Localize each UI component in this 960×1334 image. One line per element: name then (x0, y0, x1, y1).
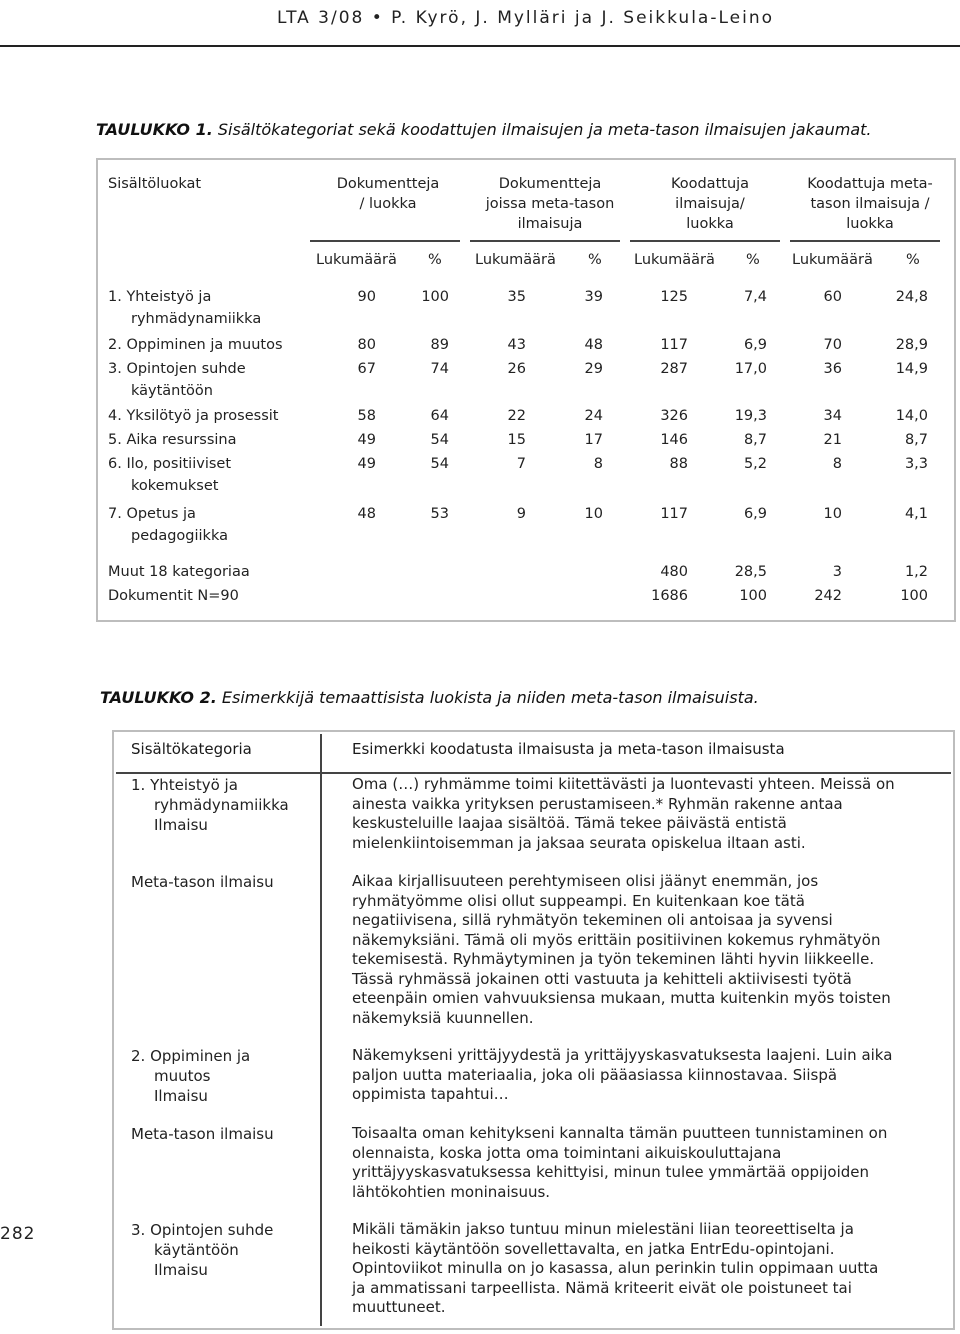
table2-example-line: muuttuneet. (352, 1298, 446, 1316)
table1-row-label (108, 453, 231, 497)
table1-cell: 54 (430, 432, 449, 448)
table1-cell: 67 (357, 361, 376, 377)
table2-caption-text: Esimerkkijä temaattisista luokista ja niiden meta-tason ilmaisuista. (221, 688, 759, 707)
table1-sub-pct: % (746, 252, 760, 268)
table1-cell: 125 (660, 289, 688, 305)
table1-cell: 100 (900, 588, 928, 604)
table1-cell: 8 (593, 456, 603, 472)
table2-example-text (352, 775, 942, 853)
table2-example-text (352, 872, 942, 1028)
table1-sub-pct: % (906, 252, 920, 268)
table1-row-label-line: kokemukset (131, 478, 219, 494)
table1-col-group-3: Koodattuja ilmaisuja/ luokka (670, 176, 750, 232)
table1-cell: 36 (823, 361, 842, 377)
table2-col-category: Sisältökategoria (131, 740, 252, 758)
table1-row-label-line: 7. Opetus ja (108, 506, 196, 522)
table2-category (131, 775, 289, 835)
table1-cell: 49 (357, 432, 376, 448)
table1-group-rule-4 (790, 240, 940, 242)
table2-category-line: muutos (154, 1067, 211, 1085)
table1-cell: 53 (430, 506, 449, 522)
table2-header-rule (116, 772, 951, 774)
table1-cell: 1686 (651, 588, 688, 604)
table1-cell: 14,9 (895, 361, 928, 377)
table2-example-line: eteenpäin omien vahvuuksiensa mukaan, mutta kuitenkin myös toisten (352, 989, 891, 1007)
table2-example-line: ainesta vaikka yrityksen perustamiseen.* Ryhmän rakenne antaa (352, 794, 843, 813)
table1-cell: 48 (584, 337, 603, 353)
table1-cell: 88 (669, 456, 688, 472)
table1-caption-label: TAULUKKO 1. (96, 120, 213, 139)
table1-cell: 8 (832, 456, 842, 472)
table1-cell: 17,0 (734, 361, 767, 377)
table1-row-label-line: 2. Oppiminen ja muutos (108, 337, 283, 353)
table2-example-line: yrittäjyyskasvatuksessa kehittyisi, minun tulee ymmärtää oppijoiden (352, 1163, 869, 1181)
table1-sub-count: Lukumäärä (634, 252, 715, 268)
table2-example-line: paljon uutta materiaalia, joka oli pääasiassa kiinnostavaa. Siispä (352, 1065, 838, 1084)
table1-cell: 5,2 (743, 456, 767, 472)
table1-cell: 17 (584, 432, 603, 448)
table1-cell: 35 (507, 289, 526, 305)
table1-sub-pct: % (428, 252, 442, 268)
table1-cell: 74 (430, 361, 449, 377)
table1-row-label (108, 503, 228, 547)
table2-category (131, 1220, 273, 1280)
table1-cell: 1,2 (904, 564, 928, 580)
table2-example-line: Tässä ryhmässä jokainen otti vastuuta ja kehitteli aktiivisesti työtä (352, 969, 852, 988)
table2-category-line: 1. Yhteistyö ja (131, 776, 238, 794)
table1-cell: 89 (430, 337, 449, 353)
table2-example-line: Oma (…) ryhmämme toimi kiitettävästi ja luontevasti yhteen. Meissä on (352, 775, 895, 793)
table1-cell: 49 (357, 456, 376, 472)
table1-cell: 48 (357, 506, 376, 522)
table1-summary-label: Muut 18 kategoriaa (108, 564, 250, 580)
table1-cell: 28,5 (734, 564, 767, 580)
table2-category-line: käytäntöön (154, 1241, 239, 1259)
table2-example-line: Mikäli tämäkin jakso tuntuu minun mielestäni liian teoreettiselta ja (352, 1220, 854, 1238)
table1-cell: 24 (584, 408, 603, 424)
table2-category (131, 1124, 274, 1144)
table2-category-line: Meta-tason ilmaisu (131, 873, 274, 891)
table1-cell: 70 (823, 337, 842, 353)
table2-example-line: ja ammatissani tarpeellista. Nämä kriteerit eivät ole poistuneet tai (352, 1278, 852, 1297)
table2-category-line: ryhmädynamiikka (154, 796, 289, 814)
table2-example-line: lähtökohtien moninaisuus. (352, 1182, 551, 1201)
table1-row-label (108, 286, 261, 330)
table1-cell: 19,3 (734, 408, 767, 424)
table1-cell: 58 (357, 408, 376, 424)
table2-example-text (352, 1046, 942, 1105)
table1-cell: 3,3 (904, 456, 928, 472)
table1-row-label-line: pedagogiikka (131, 528, 228, 544)
table1-group-rule-3 (630, 240, 780, 242)
table2-category-line: Ilmaisu (154, 1261, 208, 1279)
table1-row-label (108, 358, 246, 402)
table1-cell: 8,7 (904, 432, 928, 448)
table1-cell: 7 (516, 456, 526, 472)
table2-example-line: tekemisestä. Ryhmäytyminen ja työn tekeminen lähti hyvin liikkeelle. (352, 950, 875, 968)
table1-cell: 117 (660, 337, 688, 353)
table1-cell: 146 (660, 432, 688, 448)
table2-category-line: Ilmaisu (154, 816, 208, 834)
table1-sub-count: Lukumäärä (792, 252, 873, 268)
table1-cell: 10 (584, 506, 603, 522)
table1-cell: 29 (584, 361, 603, 377)
table1-cell: 6,9 (743, 506, 767, 522)
table1-row-label (108, 334, 283, 356)
table1-caption-text: Sisältökategoriat sekä koodattujen ilmaisujen ja meta-tason ilmaisujen jakaumat. (217, 120, 872, 139)
table2-category (131, 872, 274, 892)
table1-row-label-line: 4. Yksilötyö ja prosessit (108, 408, 279, 424)
page-number: 282 (0, 1224, 36, 1244)
table1-cell: 100 (739, 588, 767, 604)
table1-cell: 8,7 (743, 432, 767, 448)
table1-row-label-line: ryhmädynamiikka (131, 311, 262, 327)
table1-row-label (108, 429, 237, 451)
table2-example-line: Aikaa kirjallisuuteen perehtymiseen olisi jäänyt enemmän, jos (352, 872, 819, 890)
table1-cell: 26 (507, 361, 526, 377)
table1-cell: 15 (507, 432, 526, 448)
table1-cell: 24,8 (895, 289, 928, 305)
table1-cell: 80 (357, 337, 376, 353)
table1-cell: 287 (660, 361, 688, 377)
table1-group-rule-2 (470, 240, 620, 242)
table2-category-line: 2. Oppiminen ja (131, 1047, 251, 1065)
table2-example-line: ryhmätyömme olisi ollut suppeampi. En kuitenkaan koe tätä (352, 891, 805, 910)
table1-cell: 60 (823, 289, 842, 305)
table2-example-text (352, 1220, 942, 1318)
table1-cell: 22 (507, 408, 526, 424)
table2-example-line: negatiivisena, sillä ryhmätyön tekeminen oli antoisaa ja syvensi (352, 911, 833, 929)
table1-row-label-line: 5. Aika resurssina (108, 432, 237, 448)
table1-cell: 14,0 (895, 408, 928, 424)
table1-summary-label: Dokumentit N=90 (108, 588, 239, 604)
table2-category-line: Ilmaisu (154, 1087, 208, 1105)
table1-cell: 326 (660, 408, 688, 424)
table2-example-line: olennaista, koska jotta oma toimintani aikuiskouluttajana (352, 1143, 782, 1162)
table1-cell: 43 (507, 337, 526, 353)
table2-column-divider (320, 734, 322, 1326)
table2-example-line: Opintoviikot minulla on jo kasassa, alun perinkin tulin oppimaan uutta (352, 1259, 879, 1277)
table2-caption-label: TAULUKKO 2. (100, 688, 217, 707)
table1-cell: 3 (832, 564, 842, 580)
table1-cell: 117 (660, 506, 688, 522)
running-head: LTA 3/08 • P. Kyrö, J. Mylläri ja J. Seikkula-Leino (276, 8, 774, 28)
table1-cell: 100 (421, 289, 449, 305)
table1-col-group-2: Dokumentteja joissa meta-tason ilmaisuja (485, 176, 615, 232)
table1-col-group-1: Dokumentteja / luokka (336, 176, 440, 212)
table1-sub-count: Lukumäärä (475, 252, 556, 268)
table2-example-line: näkemyksiäni. Tämä oli myös erittäin positiivinen kokemus ryhmätyön (352, 930, 881, 949)
table2-category (131, 1046, 250, 1106)
table1-cell: 54 (430, 456, 449, 472)
table1-cell: 28,9 (895, 337, 928, 353)
table1-cell: 7,4 (743, 289, 767, 305)
table1-group-rule-1 (310, 240, 460, 242)
table2-category-line: 3. Opintojen suhde (131, 1221, 274, 1239)
table2-category-line: Meta-tason ilmaisu (131, 1125, 274, 1143)
table1-cell: 480 (660, 564, 688, 580)
table1-sub-count: Lukumäärä (316, 252, 397, 268)
table2-caption (100, 688, 759, 707)
table1-cell: 9 (516, 506, 526, 522)
table2-example-line: Toisaalta oman kehitykseni kannalta tämän puutteen tunnistaminen on (352, 1124, 888, 1142)
table1-cell: 21 (823, 432, 842, 448)
table1-row-label-line: 6. Ilo, positiiviset (108, 456, 232, 472)
table1-cell: 64 (430, 408, 449, 424)
table2-example-line: näkemyksiä kuunnellen. (352, 1008, 534, 1027)
table1-row-label (108, 405, 278, 427)
table2-example-line: oppimista tapahtui… (352, 1085, 509, 1103)
table1-col-category: Sisältöluokat (108, 176, 202, 192)
table1-row-label-line: 1. Yhteistyö ja (108, 289, 212, 305)
table1-cell: 242 (814, 588, 842, 604)
table1-row-label-line: käytäntöön (131, 383, 213, 399)
table1-cell: 39 (584, 289, 603, 305)
table1-cell: 34 (823, 408, 842, 424)
table2-example-line: Näkemykseni yrittäjyydestä ja yrittäjyyskasvatuksesta laajeni. Luin aika (352, 1046, 893, 1064)
header-rule (0, 45, 960, 47)
table2-example-line: heikosti käytäntöön sovellettavalta, en jatka EntrEdu-opintojani. (352, 1239, 835, 1258)
table1-cell: 90 (357, 289, 376, 305)
table1-row-label-line: 3. Opintojen suhde (108, 361, 246, 377)
table1-cell: 6,9 (743, 337, 767, 353)
table1-cell: 4,1 (904, 506, 928, 522)
table2-col-example: Esimerkki koodatusta ilmaisusta ja meta-tason ilmaisusta (352, 740, 785, 758)
table2-example-text (352, 1124, 942, 1202)
table1-sub-pct: % (588, 252, 602, 268)
table1-cell: 10 (823, 506, 842, 522)
table1-caption (96, 120, 872, 139)
table1-col-group-4: Koodattuja meta- tason ilmaisuja / luokka (807, 176, 933, 232)
table2-example-line: mielenkiintoisemman ja jaksaa seurata opiskelua iltaan asti. (352, 833, 806, 852)
table2-example-line: keskusteluille laajaa sisältöä. Tämä tekee päivästä entistä (352, 814, 787, 832)
